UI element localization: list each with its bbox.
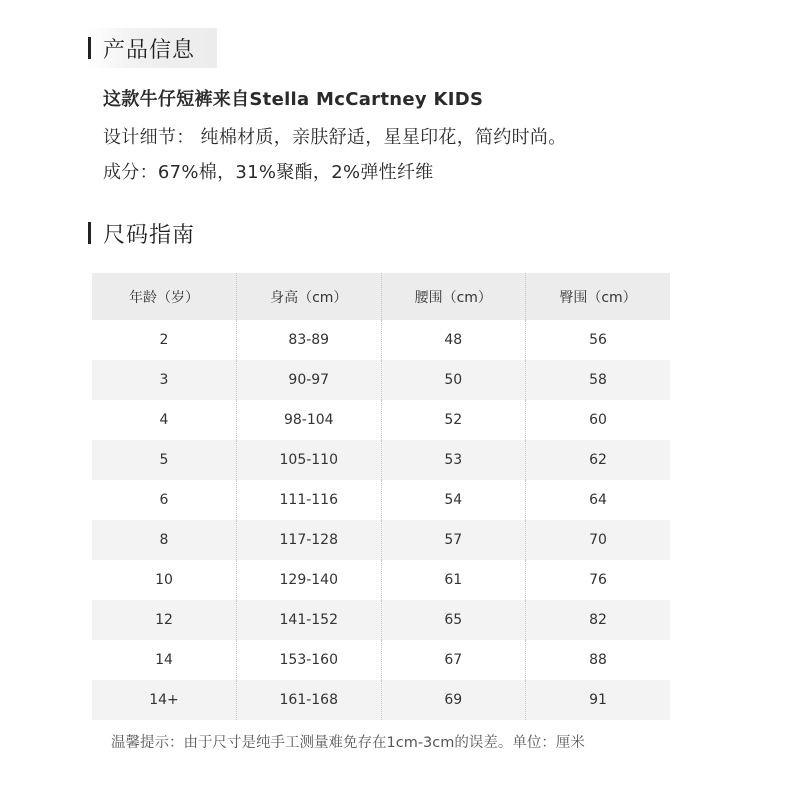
cell-waist: 69 <box>381 680 526 720</box>
cell-height: 90-97 <box>237 360 382 400</box>
cell-age: 3 <box>92 360 237 400</box>
cell-hip: 58 <box>526 360 671 400</box>
size-guide-title: 尺码指南 <box>103 222 196 248</box>
table-row <box>92 600 670 640</box>
cell-waist: 61 <box>381 560 526 600</box>
cell-height: 98-104 <box>237 400 382 440</box>
cell-waist: 67 <box>381 640 526 680</box>
cell-waist: 53 <box>381 440 526 480</box>
measurement-note: 温馨提示：由于尺寸是纯手工测量难免存在1cm-3cm的误差。单位：厘米 <box>111 735 585 751</box>
cell-age: 5 <box>92 440 237 480</box>
header-height: 身高（cm） <box>237 273 382 320</box>
cell-age: 8 <box>92 520 237 560</box>
cell-height: 129-140 <box>237 560 382 600</box>
cell-hip: 82 <box>526 600 671 640</box>
cell-hip: 62 <box>526 440 671 480</box>
table-row <box>92 400 670 440</box>
cell-hip: 91 <box>526 680 671 720</box>
product-design-details: 设计细节： 纯棉材质，亲肤舒适，星星印花，简约时尚。 <box>103 127 567 148</box>
cell-hip: 76 <box>526 560 671 600</box>
cell-waist: 54 <box>381 480 526 520</box>
cell-age: 4 <box>159 412 169 428</box>
cell-height: 111-116 <box>237 480 382 520</box>
cell-age: 6 <box>159 492 169 508</box>
size-table <box>92 273 670 720</box>
product-info-title: 产品信息 <box>103 37 196 63</box>
table-row <box>92 440 670 480</box>
cell-age: 14 <box>155 652 173 668</box>
cell-hip: 56 <box>526 320 671 360</box>
cell-age: 2 <box>159 332 169 348</box>
header-hip: 臀围（cm） <box>526 273 671 320</box>
header-age: 年龄（岁） <box>92 273 237 320</box>
cell-age: 14+ <box>92 680 237 720</box>
cell-age: 12 <box>92 600 237 640</box>
cell-waist: 50 <box>381 360 526 400</box>
table-header-row <box>92 273 670 320</box>
product-brand-line: 这款牛仔短裤来自Stella McCartney KIDS <box>103 89 484 110</box>
cell-age: 10 <box>155 572 173 588</box>
table-row <box>92 640 670 680</box>
table-row <box>92 680 670 720</box>
product-composition: 成分：67%棉，31%聚酯，2%弹性纤维 <box>103 162 434 183</box>
cell-hip: 88 <box>526 640 671 680</box>
cell-height: 161-168 <box>237 680 382 720</box>
table-row <box>92 480 670 520</box>
cell-waist: 57 <box>381 520 526 560</box>
table-row <box>92 360 670 400</box>
cell-height: 105-110 <box>237 440 382 480</box>
cell-waist: 65 <box>381 600 526 640</box>
table-row <box>92 520 670 560</box>
cell-waist: 52 <box>381 400 526 440</box>
cell-height: 117-128 <box>237 520 382 560</box>
heading-bar <box>88 37 91 59</box>
cell-waist: 48 <box>381 320 526 360</box>
table-row <box>92 560 670 600</box>
heading-bar <box>88 222 91 244</box>
product-info-heading <box>88 28 217 68</box>
table-row <box>92 320 670 360</box>
cell-height: 83-89 <box>237 320 382 360</box>
header-waist: 腰围（cm） <box>381 273 526 320</box>
cell-hip: 70 <box>526 520 671 560</box>
cell-hip: 60 <box>526 400 671 440</box>
cell-height: 153-160 <box>237 640 382 680</box>
cell-hip: 64 <box>526 480 671 520</box>
size-guide-heading <box>88 213 217 253</box>
cell-height: 141-152 <box>237 600 382 640</box>
